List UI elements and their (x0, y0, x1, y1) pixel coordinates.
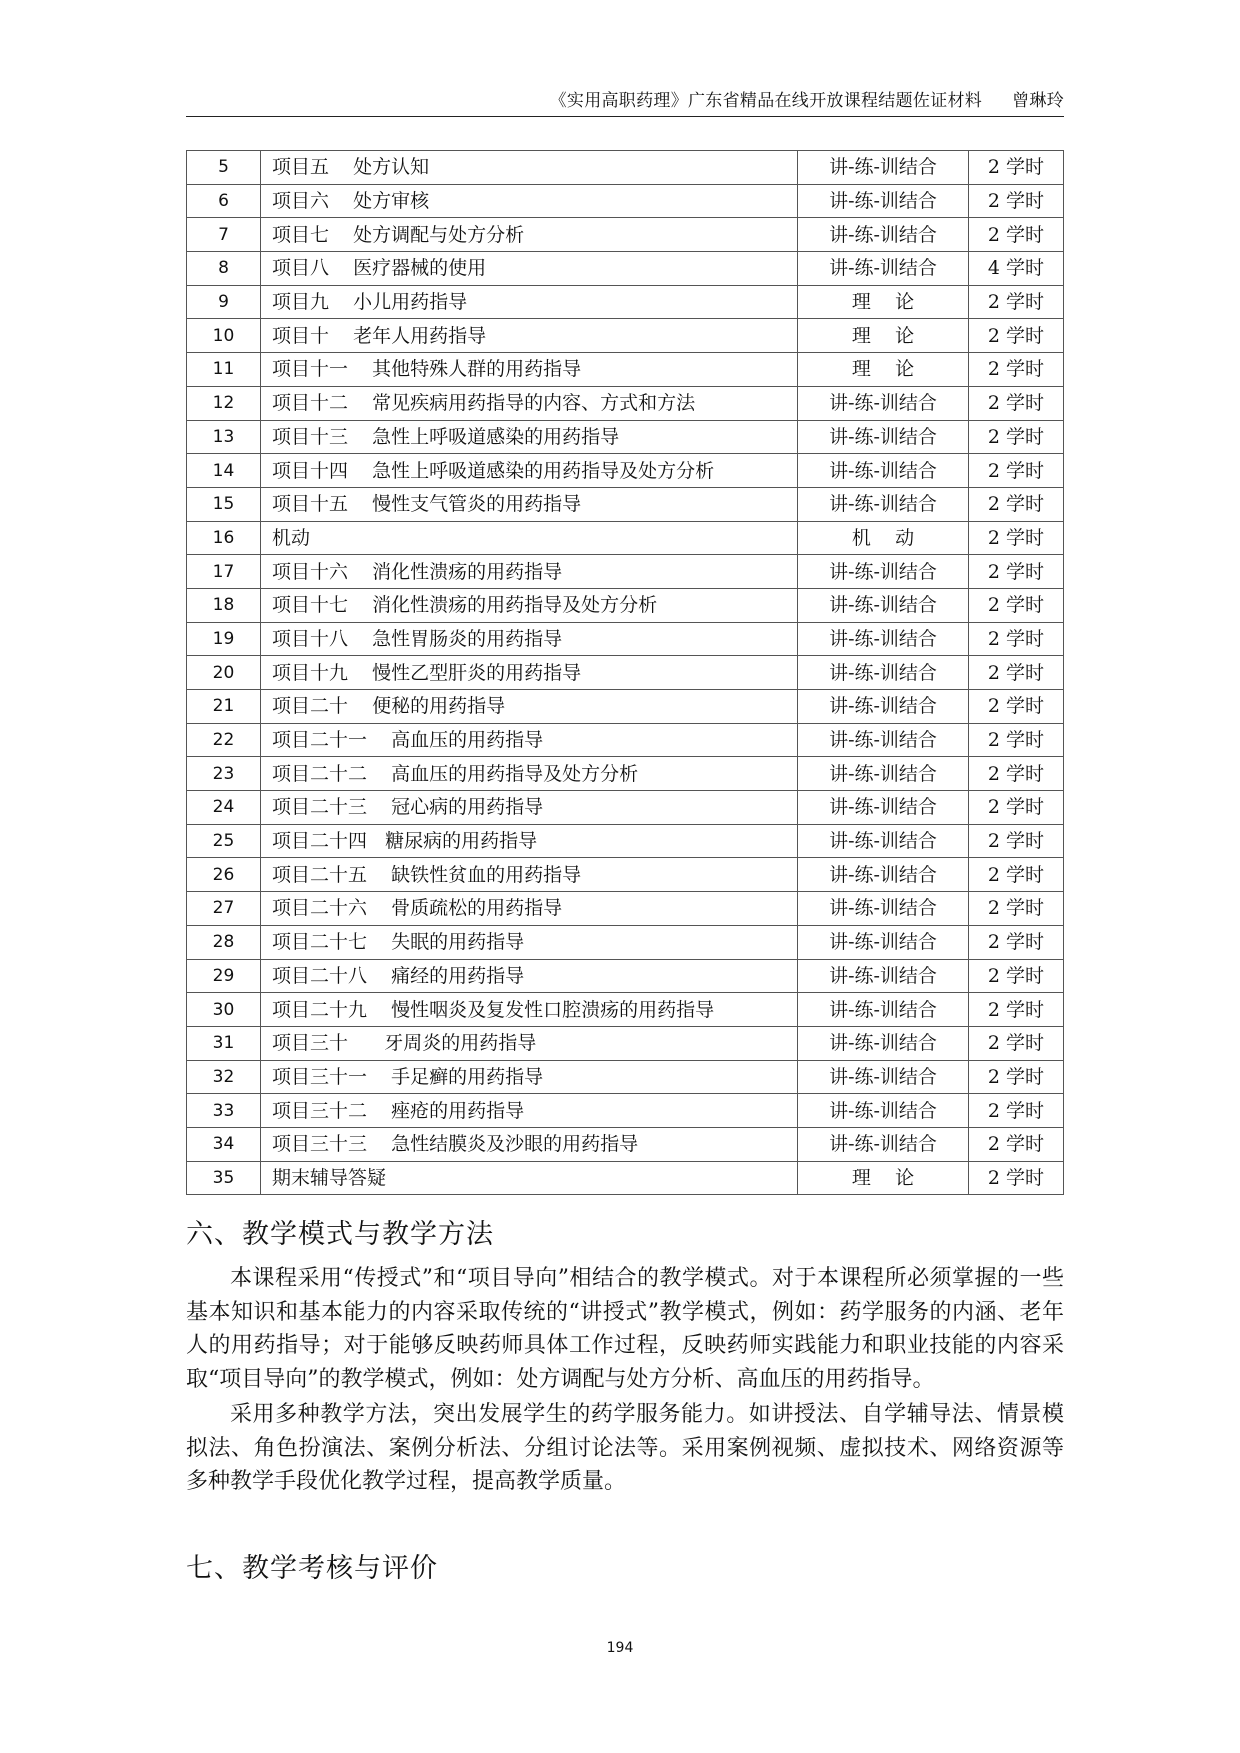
class-hours-cell: 2 学时 (969, 218, 1064, 252)
project-title-cell: 项目十五 慢性支气管炎的用药指导 (261, 487, 798, 521)
class-hours-cell: 2 学时 (969, 1161, 1064, 1195)
row-number-cell: 15 (187, 487, 261, 521)
teaching-mode-cell: 讲-练-训结合 (798, 454, 969, 488)
table-row (187, 454, 1064, 488)
table-row (187, 487, 1064, 521)
class-hours-cell: 2 学时 (969, 1060, 1064, 1094)
row-number-cell: 32 (187, 1060, 261, 1094)
teaching-mode-cell: 讲-练-训结合 (798, 993, 969, 1027)
class-hours-cell: 2 学时 (969, 690, 1064, 724)
class-hours-cell: 2 学时 (969, 353, 1064, 387)
project-title-cell: 项目十三 急性上呼吸道感染的用药指导 (261, 420, 798, 454)
row-number-cell: 28 (187, 925, 261, 959)
row-number-cell: 10 (187, 319, 261, 353)
class-hours-cell: 2 学时 (969, 386, 1064, 420)
class-hours-cell: 2 学时 (969, 723, 1064, 757)
teaching-mode-cell: 讲-练-训结合 (798, 218, 969, 252)
teaching-mode-cell: 讲-练-训结合 (798, 386, 969, 420)
page-number: 194 (606, 1640, 634, 1656)
teaching-mode-cell: 讲-练-训结合 (798, 892, 969, 926)
row-number-cell: 34 (187, 1127, 261, 1161)
class-hours-cell: 2 学时 (969, 858, 1064, 892)
project-title-cell: 项目二十四 糖尿病的用药指导 (261, 824, 798, 858)
project-title-cell: 项目十 老年人用药指导 (261, 319, 798, 353)
teaching-mode-cell: 讲-练-训结合 (798, 959, 969, 993)
teaching-mode-cell: 讲-练-训结合 (798, 791, 969, 825)
teaching-mode-cell: 讲-练-训结合 (798, 555, 969, 589)
teaching-mode-cell: 讲-练-训结合 (798, 420, 969, 454)
teaching-mode-cell: 讲-练-训结合 (798, 858, 969, 892)
row-number-cell: 11 (187, 353, 261, 387)
class-hours-cell: 2 学时 (969, 959, 1064, 993)
table-row (187, 555, 1064, 589)
row-number-cell: 16 (187, 521, 261, 555)
row-number-cell: 14 (187, 454, 261, 488)
header-author: 曾琳玲 (1012, 91, 1064, 111)
row-number-cell: 17 (187, 555, 261, 589)
project-title-cell: 项目三十三 急性结膜炎及沙眼的用药指导 (261, 1127, 798, 1161)
class-hours-cell: 2 学时 (969, 420, 1064, 454)
project-title-cell: 项目十四 急性上呼吸道感染的用药指导及处方分析 (261, 454, 798, 488)
teaching-mode-cell: 理 论 (798, 285, 969, 319)
row-number-cell: 21 (187, 690, 261, 724)
table-row (187, 993, 1064, 1027)
row-number-cell: 7 (187, 218, 261, 252)
row-number-cell: 5 (187, 151, 261, 185)
class-hours-cell: 2 学时 (969, 151, 1064, 185)
table-row (187, 1127, 1064, 1161)
teaching-mode-cell: 讲-练-训结合 (798, 757, 969, 791)
table-row (187, 420, 1064, 454)
teaching-mode-cell: 讲-练-训结合 (798, 487, 969, 521)
teaching-mode-cell: 机 动 (798, 521, 969, 555)
class-hours-cell: 2 学时 (969, 285, 1064, 319)
row-number-cell: 23 (187, 757, 261, 791)
teaching-mode-cell: 讲-练-训结合 (798, 151, 969, 185)
table-row (187, 858, 1064, 892)
teaching-mode-cell: 讲-练-训结合 (798, 252, 969, 286)
body-paragraph: 采用多种教学方法，突出发展学生的药学服务能力。如讲授法、自学辅导法、情景模拟法、角色扮演法、案例分析法、分组讨论法等。采用案例视频、虚拟技术、网络资源等多种教学手段优化教学过程，提高教学质量。 (186, 1402, 1064, 1494)
course-schedule-table (186, 150, 1064, 1195)
teaching-mode-cell: 讲-练-训结合 (798, 824, 969, 858)
class-hours-cell: 2 学时 (969, 319, 1064, 353)
row-number-cell: 30 (187, 993, 261, 1027)
section-heading-seven: 七、教学考核与评价 (186, 1553, 438, 1584)
row-number-cell: 35 (187, 1161, 261, 1195)
project-title-cell: 项目二十九 慢性咽炎及复发性口腔溃疡的用药指导 (261, 993, 798, 1027)
project-title-cell: 机动 (261, 521, 798, 555)
table-row (187, 252, 1064, 286)
table-row (187, 791, 1064, 825)
body-paragraph: 本课程采用“传授式”和“项目导向”相结合的教学模式。对于本课程所必须掌握的一些基本知识和基本能力的内容采取传统的“讲授式”教学模式，例如：药学服务的内涵、老年人的用药指导；对于能够反映药师具体工作过程，反映药师实践能力和职业技能的内容采取“项目导向”的教学模式，例如：处方调配与处方分析、高血压的用药指导。 (186, 1266, 1064, 1392)
project-title-cell: 项目十八 急性胃肠炎的用药指导 (261, 622, 798, 656)
table-row (187, 723, 1064, 757)
table-row (187, 353, 1064, 387)
teaching-mode-cell: 理 论 (798, 1161, 969, 1195)
table-row (187, 588, 1064, 622)
teaching-mode-cell: 讲-练-训结合 (798, 690, 969, 724)
table-row (187, 824, 1064, 858)
header-title: 《实用高职药理》广东省精品在线开放课程结题佐证材料 (549, 91, 983, 111)
row-number-cell: 29 (187, 959, 261, 993)
project-title-cell: 项目二十六 骨质疏松的用药指导 (261, 892, 798, 926)
row-number-cell: 24 (187, 791, 261, 825)
project-title-cell: 项目十六 消化性溃疡的用药指导 (261, 555, 798, 589)
row-number-cell: 22 (187, 723, 261, 757)
teaching-mode-cell: 讲-练-训结合 (798, 1026, 969, 1060)
project-title-cell: 项目十一 其他特殊人群的用药指导 (261, 353, 798, 387)
project-title-cell: 项目二十七 失眠的用药指导 (261, 925, 798, 959)
table-row (187, 622, 1064, 656)
table-row (187, 892, 1064, 926)
teaching-mode-cell: 讲-练-训结合 (798, 622, 969, 656)
table-row (187, 656, 1064, 690)
class-hours-cell: 2 学时 (969, 892, 1064, 926)
section-heading-six: 六、教学模式与教学方法 (186, 1219, 494, 1250)
row-number-cell: 18 (187, 588, 261, 622)
row-number-cell: 33 (187, 1094, 261, 1128)
teaching-mode-cell: 讲-练-训结合 (798, 588, 969, 622)
project-title-cell: 项目三十二 痤疮的用药指导 (261, 1094, 798, 1128)
table-row (187, 184, 1064, 218)
class-hours-cell: 2 学时 (969, 824, 1064, 858)
class-hours-cell: 2 学时 (969, 555, 1064, 589)
row-number-cell: 25 (187, 824, 261, 858)
row-number-cell: 8 (187, 252, 261, 286)
project-title-cell: 项目十二 常见疾病用药指导的内容、方式和方法 (261, 386, 798, 420)
row-number-cell: 26 (187, 858, 261, 892)
class-hours-cell: 2 学时 (969, 1127, 1064, 1161)
class-hours-cell: 2 学时 (969, 622, 1064, 656)
project-title-cell: 项目九 小儿用药指导 (261, 285, 798, 319)
table-row (187, 690, 1064, 724)
teaching-mode-cell: 理 论 (798, 353, 969, 387)
class-hours-cell: 2 学时 (969, 521, 1064, 555)
project-title-cell: 期末辅导答疑 (261, 1161, 798, 1195)
project-title-cell: 项目七 处方调配与处方分析 (261, 218, 798, 252)
page-header (186, 90, 1064, 117)
table-row (187, 925, 1064, 959)
teaching-mode-cell: 讲-练-训结合 (798, 184, 969, 218)
row-number-cell: 6 (187, 184, 261, 218)
row-number-cell: 19 (187, 622, 261, 656)
project-title-cell: 项目八 医疗器械的使用 (261, 252, 798, 286)
project-title-cell: 项目二十八 痛经的用药指导 (261, 959, 798, 993)
class-hours-cell: 2 学时 (969, 757, 1064, 791)
project-title-cell: 项目十九 慢性乙型肝炎的用药指导 (261, 656, 798, 690)
table-row (187, 959, 1064, 993)
table-row (187, 285, 1064, 319)
table-row (187, 151, 1064, 185)
teaching-mode-cell: 讲-练-训结合 (798, 1060, 969, 1094)
class-hours-cell: 2 学时 (969, 791, 1064, 825)
project-title-cell: 项目二十 便秘的用药指导 (261, 690, 798, 724)
table-row (187, 1161, 1064, 1195)
class-hours-cell: 2 学时 (969, 1026, 1064, 1060)
project-title-cell: 项目二十二 高血压的用药指导及处方分析 (261, 757, 798, 791)
teaching-mode-cell: 讲-练-训结合 (798, 723, 969, 757)
row-number-cell: 27 (187, 892, 261, 926)
project-title-cell: 项目五 处方认知 (261, 151, 798, 185)
class-hours-cell: 4 学时 (969, 252, 1064, 286)
table-row (187, 1026, 1064, 1060)
class-hours-cell: 2 学时 (969, 993, 1064, 1027)
project-title-cell: 项目六 处方审核 (261, 184, 798, 218)
teaching-mode-cell: 讲-练-训结合 (798, 1094, 969, 1128)
teaching-mode-cell: 讲-练-训结合 (798, 656, 969, 690)
row-number-cell: 9 (187, 285, 261, 319)
table-row (187, 386, 1064, 420)
class-hours-cell: 2 学时 (969, 925, 1064, 959)
project-title-cell: 项目三十 牙周炎的用药指导 (261, 1026, 798, 1060)
class-hours-cell: 2 学时 (969, 454, 1064, 488)
row-number-cell: 20 (187, 656, 261, 690)
table-row (187, 319, 1064, 353)
table-row (187, 218, 1064, 252)
row-number-cell: 12 (187, 386, 261, 420)
table-row (187, 521, 1064, 555)
project-title-cell: 项目二十三 冠心病的用药指导 (261, 791, 798, 825)
class-hours-cell: 2 学时 (969, 184, 1064, 218)
table-row (187, 1060, 1064, 1094)
class-hours-cell: 2 学时 (969, 1094, 1064, 1128)
class-hours-cell: 2 学时 (969, 656, 1064, 690)
project-title-cell: 项目二十五 缺铁性贫血的用药指导 (261, 858, 798, 892)
row-number-cell: 31 (187, 1026, 261, 1060)
class-hours-cell: 2 学时 (969, 588, 1064, 622)
table-body (187, 151, 1064, 1195)
teaching-mode-cell: 讲-练-训结合 (798, 1127, 969, 1161)
project-title-cell: 项目三十一 手足癣的用药指导 (261, 1060, 798, 1094)
row-number-cell: 13 (187, 420, 261, 454)
project-title-cell: 项目二十一 高血压的用药指导 (261, 723, 798, 757)
teaching-mode-cell: 讲-练-训结合 (798, 925, 969, 959)
teaching-mode-cell: 理 论 (798, 319, 969, 353)
table-row (187, 757, 1064, 791)
project-title-cell: 项目十七 消化性溃疡的用药指导及处方分析 (261, 588, 798, 622)
class-hours-cell: 2 学时 (969, 487, 1064, 521)
table-row (187, 1094, 1064, 1128)
